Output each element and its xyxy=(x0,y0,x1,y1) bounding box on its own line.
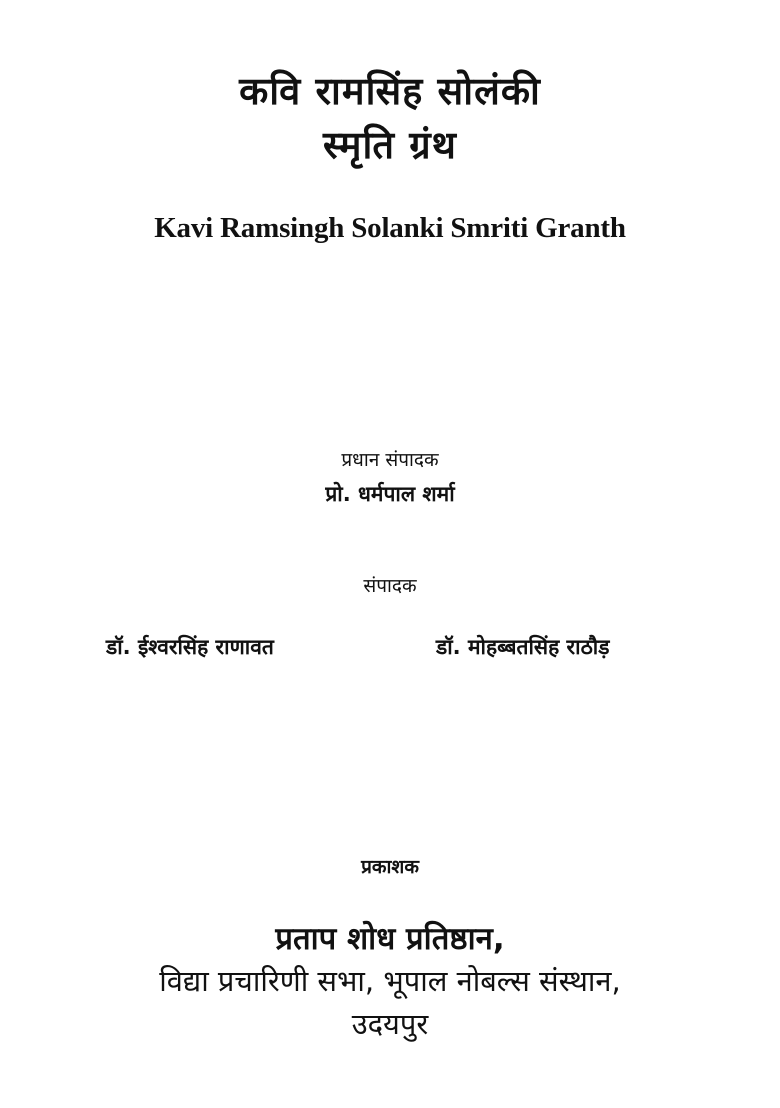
chief-editor-name: प्रो. धर्मपाल शर्मा xyxy=(325,482,455,506)
chief-editor-label: प्रधान संपादक xyxy=(341,449,439,471)
publisher-city: उदयपुर xyxy=(351,1007,429,1041)
editors-label: संपादक xyxy=(363,575,417,597)
editor-right-name: डॉ. मोहब्बतसिंह राठौड़ xyxy=(436,635,610,659)
editor-left-name: डॉ. ईश्वरसिंह राणावत xyxy=(106,635,274,659)
hindi-title-line-1: कवि रामसिंह सोलंकी xyxy=(239,69,541,113)
hindi-title-line-2: स्मृति ग्रंथ xyxy=(323,123,457,167)
english-title: Kavi Ramsingh Solanki Smriti Granth xyxy=(154,212,626,244)
publisher-name: प्रताप शोध प्रतिष्ठान, xyxy=(275,921,505,957)
publisher-label: प्रकाशक xyxy=(361,856,419,878)
publisher-organization: विद्या प्रचारिणी सभा, भूपाल नोबल्स संस्थान, xyxy=(159,964,621,998)
